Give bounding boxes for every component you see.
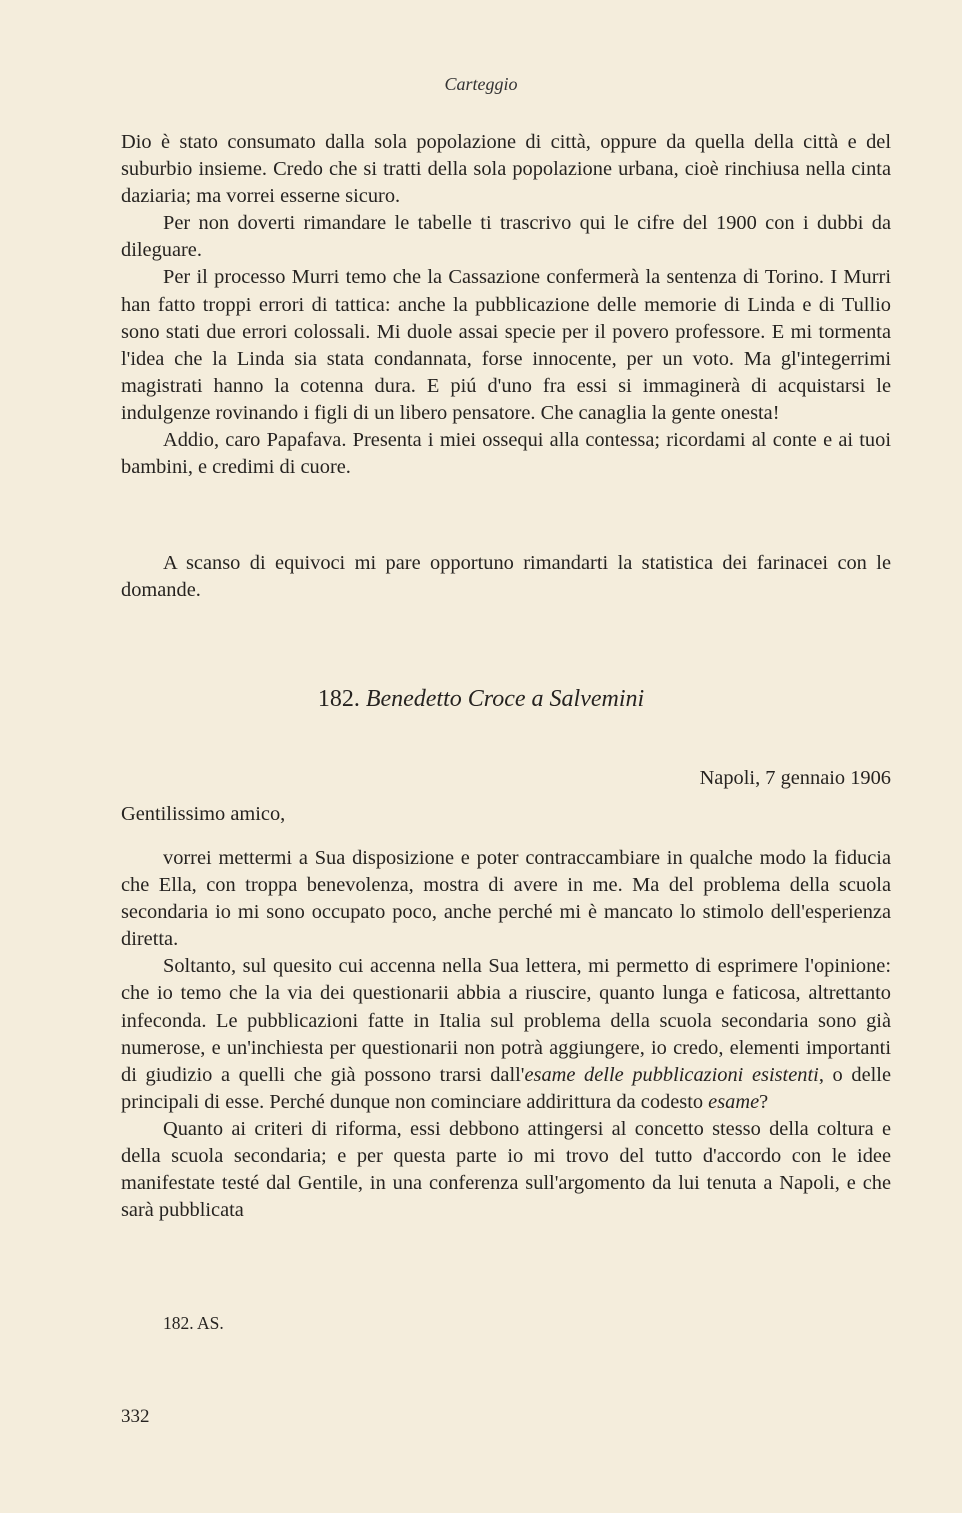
text-run: Soltanto, sul quesito cui accenna nella Sua lettera, mi permetto di esprimere l'opinione: che io temo che la via dei questionarii abbia a riuscire, quanto lunga e faticosa, altrettanto infeconda. Le pubblicazioni fatte in Italia sul problema della scuola secondaria sono già numerose, e un'inchiesta per questionarii non potrà aggiungere, io credo, elementi importanti di giudizio a quelli che già possono trarsi dall'	[121, 955, 891, 1086]
running-head: Carteggio	[444, 74, 518, 94]
italic-run: esame	[708, 1090, 760, 1113]
paragraph: Addio, caro Papafava. Presenta i miei ossequi alla contessa; ricordami al conte e ai tuoi bambini, e credimi di cuore.	[121, 429, 891, 479]
paragraph: Quanto ai criteri di riforma, essi debbono attingersi al concetto stesso della coltura e della scuola secondaria; e per questa parte io mi trovo del tutto d'accordo con le idee manifestate testé dal Gentile, in una conferenza sull'argomento da lui tenuta a Napoli, e che sarà pubblicata	[121, 1117, 891, 1222]
footnote: 182. AS.	[163, 1313, 224, 1333]
italic-run: esame delle pubblicazioni esistenti	[524, 1063, 819, 1086]
paragraph	[121, 953, 891, 1116]
page-number: 332	[121, 1406, 150, 1427]
letter-number: 182.	[317, 686, 360, 712]
letter-body	[121, 845, 891, 1224]
postscript-text: A scanso di equivoci mi pare opportuno rimandarti la statistica dei farinacei con le domande.	[121, 552, 891, 602]
paragraph: Dio è stato consumato dalla sola popolazione di città, oppure da quella della città e del suburbio insieme. Credo che si tratti della sola popolazione urbana, cioè rinchiusa nella cinta daziaria; ma vorrei esserne sicuro.	[121, 131, 891, 208]
salutation: Gentilissimo amico,	[121, 803, 286, 825]
continuation-text	[121, 129, 891, 481]
postscript	[121, 550, 891, 604]
text-run: , o delle principali di esse. Perché dunque non cominciare addirittura da codesto	[121, 1063, 892, 1113]
paragraph: Per il processo Murri temo che la Cassazione confermerà la sentenza di Torino. I Murri han fatto troppi errori di tattica: anche la pubblicazione delle memorie di Linda e di Tullio sono stati due errori colossali. Mi duole assai specie per il povero professore. E mi tormenta l'idea che la Linda sia stata condannata, forse innocente, per un voto. Ma gl'integerrimi magistrati hanno la cotenna dura. E piú d'uno fra essi si immaginerà di acquistarsi le indulgenze rovinando i figli di un libero pensatore. Che canaglia la gente onesta!	[121, 266, 891, 424]
letter-title: Benedetto Croce a Salvemini	[365, 686, 645, 712]
paragraph: Per non doverti rimandare le tabelle ti trascrivo qui le cifre del 1900 con i dubbi da dileguare.	[121, 212, 891, 262]
paragraph: vorrei mettermi a Sua disposizione e poter contraccambiare in qualche modo la fiducia che Ella, con troppa benevolenza, mostra di avere in me. Ma del problema della scuola secondaria io mi sono occupato poco, anche perché mi è mancato lo stimolo dell'esperienza diretta.	[121, 847, 891, 951]
letter-heading	[0, 686, 962, 713]
dateline: Napoli, 7 gennaio 1906	[699, 767, 891, 789]
text-run: ?	[759, 1090, 769, 1113]
